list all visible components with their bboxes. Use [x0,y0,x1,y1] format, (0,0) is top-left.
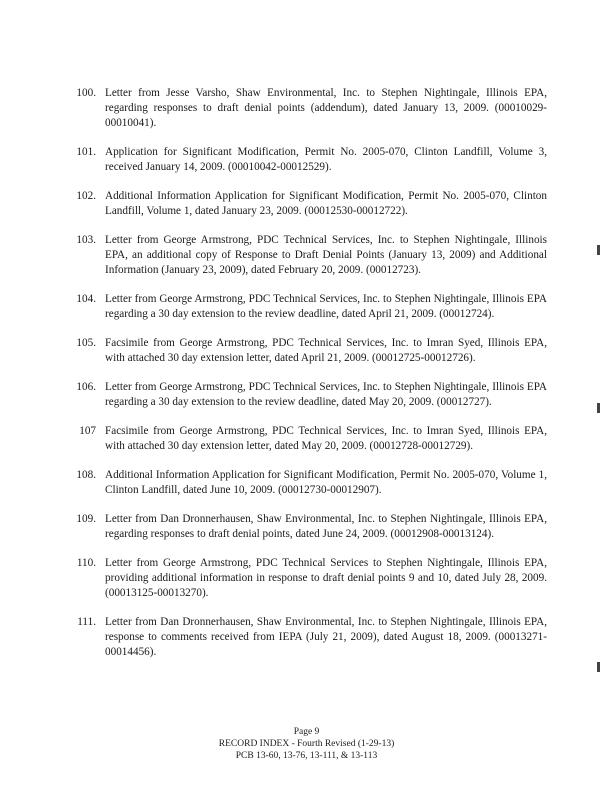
entry-number: 111. [77,616,96,628]
entry-number: 101. [76,146,96,158]
entry-number: 109. [76,513,96,525]
page-number: Page 9 [293,727,320,737]
scan-margin-mark [597,403,600,413]
entry-text: Application for Significant Modification, Permit No. 2005-070, Clinton Landfill, Volume 3, received January 14, 2009. (00010042-00012529). [105,146,547,173]
list-item [0,233,613,278]
entry-text: Additional Information Application for Significant Modification, Permit No. 2005-070, Clinton Landfill, Volume 1, dated January 23, 2009. (00012530-00012722). [105,190,547,217]
list-item [0,512,613,542]
entry-text: Letter from George Armstrong, PDC Technical Services to Stephen Nightingale, Illinois EPA, providing additional information in response to draft denial points 9 and 10, dated July 28, 2009. (00013125-00013270). [105,557,547,599]
entry-text: Facsimile from George Armstrong, PDC Technical Services, Inc. to Imran Syed, Illinois EPA, with attached 30 day extension letter, dated May 20, 2009. (00012728-00012729). [105,425,547,452]
entry-text: Letter from Dan Dronnerhausen, Shaw Environmental, Inc. to Stephen Nightingale, Illinois EPA, response to comments received from IEPA (July 21, 2009), dated August 18, 2009. (00013271-00014456). [105,616,547,658]
entry-text: Letter from Dan Dronnerhausen, Shaw Environmental, Inc. to Stephen Nightingale, Illinois EPA, regarding responses to draft denial points, dated June 24, 2009. (00012908-00013124). [105,513,547,540]
entry-number: 103. [76,234,96,246]
record-index-label: RECORD INDEX - Fourth Revised (1-29-13) [218,739,395,749]
list-item [0,292,613,322]
list-item [0,145,613,175]
entry-text: Letter from George Armstrong, PDC Technical Services, Inc. to Stephen Nightingale, Illinois EPA, an additional copy of Response to Draft Denial Points (January 13, 2009) and Additional Information (January 23, 2009), dated February 20, 2009. (00012723). [105,234,547,276]
list-item [0,86,613,131]
entry-number: 105. [76,337,96,349]
entry-number: 104. [76,293,96,305]
entry-text: Additional Information Application for Significant Modification, Permit No. 2005-070, Volume 1, Clinton Landfill, dated June 10, 2009. (00012730-00012907). [105,469,547,496]
list-item [0,189,613,219]
list-item [0,336,613,366]
list-item [0,556,613,601]
scan-margin-mark [597,245,600,255]
entry-number: 108. [76,469,96,481]
entry-text: Letter from Jesse Varsho, Shaw Environmental, Inc. to Stephen Nightingale, Illinois EPA, regarding responses to draft denial points (addendum), dated January 13, 2009. (00010029-00010041). [105,87,547,129]
list-item [0,424,613,454]
entry-number: 100. [76,87,96,99]
entry-number: 107 [79,425,96,437]
entry-text: Letter from George Armstrong, PDC Technical Services, Inc. to Stephen Nightingale, Illinois EPA regarding a 30 day extension to the review deadline, dated April 21, 2009. (00012724). [105,293,547,320]
list-item [0,380,613,410]
entry-text: Facsimile from George Armstrong, PDC Technical Services, Inc. to Imran Syed, Illinois EPA, with attached 30 day extension letter, dated April 21, 2009. (00012725-00012726). [105,337,547,364]
list-item [0,468,613,498]
scan-margin-mark [597,662,600,672]
list-item [0,615,613,660]
record-index-list [0,86,613,674]
entry-number: 110. [76,557,96,569]
pcb-case-numbers: PCB 13-60, 13-76, 13-111, & 13-113 [235,751,378,761]
entry-text: Letter from George Armstrong, PDC Technical Services, Inc. to Stephen Nightingale, Illinois EPA regarding a 30 day extension to the review deadline, dated May 20, 2009. (00012727). [105,381,547,408]
entry-number: 102. [76,190,96,202]
entry-number: 106. [76,381,96,393]
